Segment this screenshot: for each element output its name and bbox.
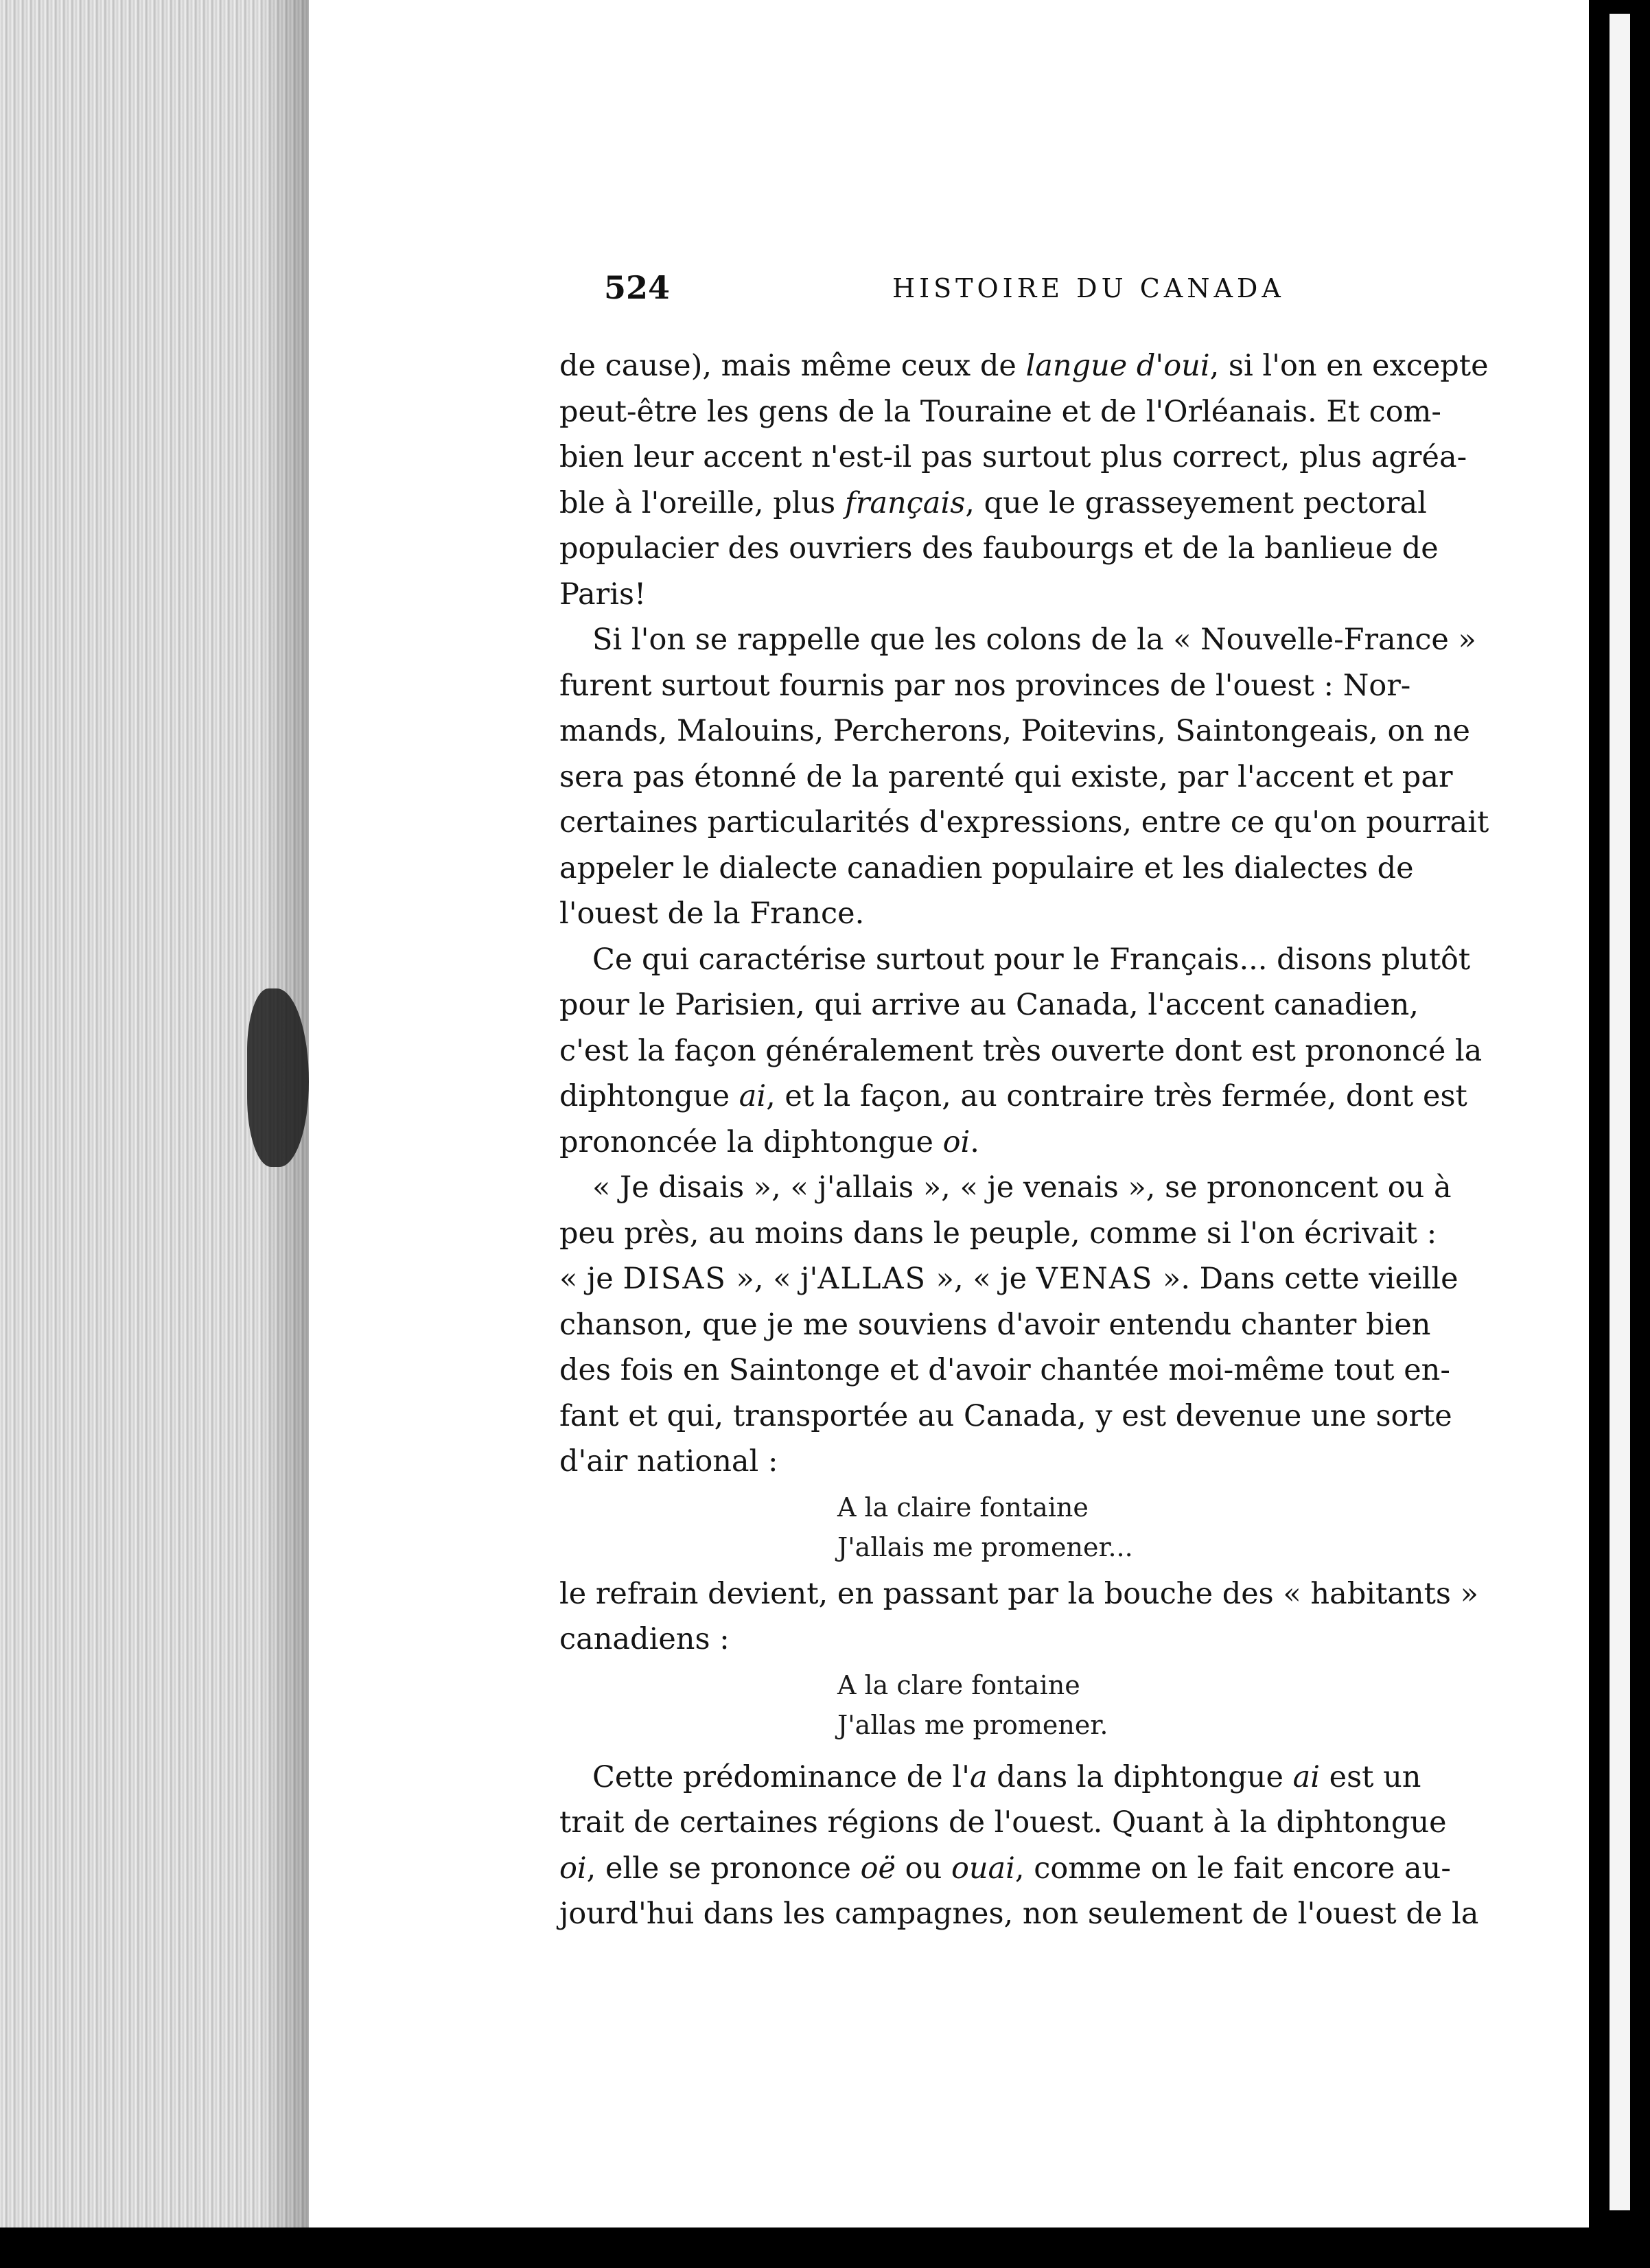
paragraph-2 <box>559 617 1534 937</box>
running-title: HISTOIRE DU CANADA <box>892 273 1285 303</box>
text-line: de cause), mais même ceux de langue d'oui, si l'on en excepte <box>559 349 1489 383</box>
text-line: Ce qui caractérise surtout pour le Français... disons plutôt <box>592 942 1471 977</box>
text-line: chanson, que je me souviens d'avoir entendu chanter bien <box>559 1307 1431 1342</box>
text-line: canadiens : <box>559 1622 730 1656</box>
body-text <box>559 343 1534 1937</box>
text-line: oi, elle se prononce oë ou ouai, comme on le fait encore au- <box>559 1851 1451 1886</box>
running-head <box>604 269 1531 310</box>
paragraph-6 <box>559 1755 1534 1937</box>
text-line: sera pas étonné de la parenté qui existe, par l'accent et par <box>559 759 1453 794</box>
text-line: « je DISAS », « j'ALLAS », « je VENAS ». Dans cette vieille <box>559 1262 1459 1296</box>
text-line: furent surtout fournis par nos provinces de l'ouest : Nor- <box>559 668 1411 703</box>
verse-line: J'allas me promener. <box>837 1709 1108 1740</box>
text-line: trait de certaines régions de l'ouest. Quant à la diphtongue <box>559 1805 1447 1840</box>
text-line: Si l'on se rappelle que les colons de la « Nouvelle-France » <box>592 623 1476 657</box>
text-line: Cette prédominance de l'a dans la diphtongue ai est un <box>592 1759 1421 1794</box>
paragraph-3 <box>559 937 1534 1166</box>
text-line: bien leur accent n'est-il pas surtout plus correct, plus agréa- <box>559 440 1467 474</box>
text-line: jourd'hui dans les campagnes, non seulement de l'ouest de la <box>559 1897 1479 1931</box>
text-line: peut-être les gens de la Touraine et de l'Orléanais. Et com- <box>559 394 1441 429</box>
text-line: certaines particularités d'expressions, entre ce qu'on pourrait <box>559 805 1489 840</box>
text-line: prononcée la diphtongue oi. <box>559 1124 979 1159</box>
text-line: appeler le dialecte canadien populaire et les dialectes de <box>559 850 1414 886</box>
verse-line: J'allais me promener... <box>837 1531 1133 1562</box>
text-line: Paris! <box>559 577 647 612</box>
paragraph-5 <box>559 1571 1534 1663</box>
text-line: c'est la façon généralement très ouverte dont est prononcé la <box>559 1033 1483 1068</box>
text-line: l'ouest de la France. <box>559 896 865 931</box>
verse-quote-2 <box>559 1665 1534 1745</box>
verse-line: A la clare fontaine <box>837 1669 1080 1700</box>
text-line: mands, Malouins, Percherons, Poitevins, Saintongeais, on ne <box>559 714 1470 748</box>
text-line: ble à l'oreille, plus français, que le grasseyement pectoral <box>559 485 1427 520</box>
text-line: peu près, au moins dans le peuple, comme si l'on écrivait : <box>559 1216 1437 1251</box>
verse-line: A la claire fontaine <box>837 1492 1089 1523</box>
text-line: fant et qui, transportée au Canada, y est devenue une sorte <box>559 1398 1452 1433</box>
page-number: 524 <box>604 269 671 306</box>
paragraph-4 <box>559 1165 1534 1485</box>
text-line: pour le Parisien, qui arrive au Canada, l'accent canadien, <box>559 988 1419 1022</box>
facing-page-edge <box>1610 14 1630 2210</box>
text-line: des fois en Saintonge et d'avoir chantée moi-même tout en- <box>559 1353 1450 1387</box>
text-line: le refrain devient, en passant par la bouche des « habitants » <box>559 1576 1478 1611</box>
scan-border-bottom <box>0 2228 1650 2268</box>
paragraph-1 <box>559 343 1534 617</box>
text-line: « Je disais », « j'allais », « je venais », se prononcent ou à <box>592 1170 1452 1205</box>
text-line: diphtongue ai, et la façon, au contraire très fermée, dont est <box>559 1079 1467 1113</box>
text-line: d'air national : <box>559 1444 778 1479</box>
verse-quote-1 <box>559 1488 1534 1567</box>
text-line: populacier des ouvriers des faubourgs et de la banlieue de <box>559 531 1439 566</box>
